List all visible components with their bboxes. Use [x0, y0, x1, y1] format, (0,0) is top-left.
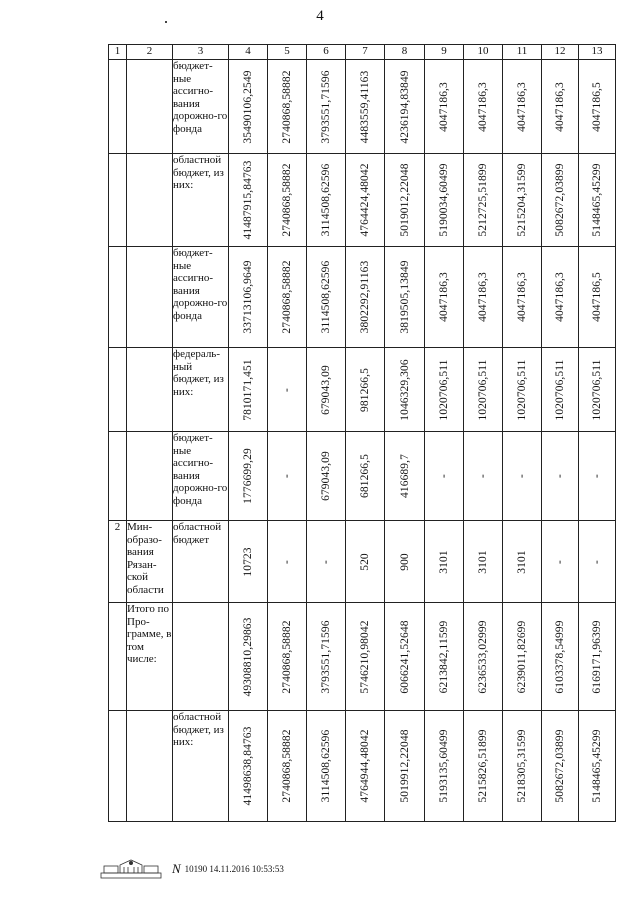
- value-cell: [542, 60, 579, 154]
- executor-cell: Мин-образо-вания Рязан-ской области: [127, 521, 173, 603]
- signature-mark: N: [172, 861, 181, 876]
- value-text: 3802292,91163: [358, 260, 371, 334]
- value-text: -: [319, 559, 332, 564]
- value-cell: [425, 603, 464, 711]
- row-number-cell: [109, 603, 127, 711]
- value-cell: [464, 154, 503, 247]
- value-text: -: [280, 387, 293, 392]
- value-cell: [464, 711, 503, 822]
- value-cell: [229, 247, 268, 348]
- value-text: 49308810,29863: [241, 616, 254, 697]
- value-cell: [464, 247, 503, 348]
- source-label-cell: областной бюджет: [173, 521, 229, 603]
- value-cell: [346, 247, 385, 348]
- value-cell: [268, 603, 307, 711]
- value-cell: [229, 154, 268, 247]
- value-cell: [579, 154, 616, 247]
- value-cell: [503, 348, 542, 432]
- value-cell: [268, 432, 307, 521]
- value-text: -: [280, 559, 293, 564]
- value-text: 5746210,98042: [358, 619, 371, 694]
- value-cell: [346, 432, 385, 521]
- column-header: 5: [268, 45, 307, 60]
- table-row: [109, 711, 616, 822]
- column-header: 2: [127, 45, 173, 60]
- value-text: 3101: [437, 549, 450, 574]
- value-text: 5019912,22048: [398, 729, 411, 803]
- executor-cell: [127, 348, 173, 432]
- value-cell: [425, 348, 464, 432]
- value-cell: [503, 60, 542, 154]
- value-text: 416689,7: [398, 454, 411, 498]
- value-text: 5212725,51899: [476, 163, 489, 237]
- value-text: 1020706,511: [590, 358, 603, 421]
- value-cell: [307, 348, 346, 432]
- value-cell: [542, 348, 579, 432]
- value-cell: [579, 711, 616, 822]
- value-cell: [464, 603, 503, 711]
- value-cell: [385, 154, 425, 247]
- value-text: 4047186,5: [590, 272, 603, 322]
- column-header: 8: [385, 45, 425, 60]
- value-cell: [268, 154, 307, 247]
- source-label-cell: бюджет-ные ассигно-вания дорожно-го фонда: [173, 247, 229, 348]
- document-stamp: 10190 14.11.2016 10:53:53: [184, 864, 284, 874]
- value-cell: [385, 348, 425, 432]
- value-cell: [229, 521, 268, 603]
- value-text: 900: [398, 552, 411, 571]
- value-cell: [268, 711, 307, 822]
- executor-cell: Итого по Про-грамме, в том числе:: [127, 603, 173, 711]
- value-text: 679043,09: [319, 451, 332, 501]
- value-cell: [268, 348, 307, 432]
- executor-cell: [127, 60, 173, 154]
- value-cell: [307, 521, 346, 603]
- value-cell: [464, 521, 503, 603]
- value-cell: [229, 711, 268, 822]
- value-text: 41498638,84763: [241, 726, 254, 806]
- value-text: 5019012,22048: [398, 163, 411, 237]
- value-cell: [229, 348, 268, 432]
- value-text: 5148465,45299: [590, 163, 603, 237]
- value-text: 4047186,5: [590, 81, 603, 132]
- value-text: 10723: [241, 546, 254, 577]
- value-cell: [579, 348, 616, 432]
- value-cell: [503, 154, 542, 247]
- value-text: 6066241,52648: [398, 619, 411, 694]
- table-row: [109, 247, 616, 348]
- value-text: 2740868,58882: [280, 69, 293, 144]
- value-text: 1020706,511: [553, 358, 566, 421]
- column-header: 12: [542, 45, 579, 60]
- scan-dot: [165, 21, 167, 23]
- value-text: 1020706,511: [476, 358, 489, 421]
- value-text: 2740868,58882: [280, 729, 293, 803]
- value-cell: [542, 603, 579, 711]
- value-text: 6169171,96399: [590, 619, 603, 694]
- value-cell: [268, 60, 307, 154]
- value-text: -: [515, 474, 528, 478]
- value-cell: [579, 521, 616, 603]
- value-text: -: [590, 559, 603, 564]
- value-cell: [579, 603, 616, 711]
- column-header: 10: [464, 45, 503, 60]
- value-text: 3101: [476, 549, 489, 574]
- value-cell: [425, 60, 464, 154]
- value-text: 3114508,62596: [319, 260, 332, 334]
- value-cell: [307, 711, 346, 822]
- table-row: [109, 521, 616, 603]
- value-cell: [425, 154, 464, 247]
- value-cell: [229, 432, 268, 521]
- column-header: 11: [503, 45, 542, 60]
- table-row: [109, 348, 616, 432]
- value-cell: [307, 432, 346, 521]
- value-text: -: [553, 559, 566, 564]
- value-text: 41487915,84763: [241, 160, 254, 240]
- value-cell: [346, 711, 385, 822]
- value-text: -: [590, 474, 603, 478]
- value-text: 2740868,58882: [280, 260, 293, 334]
- value-text: -: [476, 474, 489, 478]
- value-cell: [346, 60, 385, 154]
- value-text: 4047186,3: [476, 81, 489, 132]
- value-cell: [503, 432, 542, 521]
- value-cell: [542, 432, 579, 521]
- value-cell: [346, 603, 385, 711]
- value-text: 3101: [515, 549, 528, 574]
- row-number-cell: [109, 432, 127, 521]
- value-cell: [579, 432, 616, 521]
- value-text: 5148465,45299: [590, 729, 603, 803]
- document-footer: [100, 858, 284, 880]
- column-header: 6: [307, 45, 346, 60]
- value-cell: [542, 154, 579, 247]
- value-text: -: [280, 474, 293, 478]
- executor-cell: [127, 432, 173, 521]
- source-label-cell: федераль-ный бюджет, из них:: [173, 348, 229, 432]
- value-cell: [307, 247, 346, 348]
- value-text: 35490106,2549: [241, 69, 254, 144]
- value-text: 3793551,71596: [319, 69, 332, 144]
- value-text: 4047186,3: [515, 81, 528, 132]
- value-text: 4047186,3: [437, 81, 450, 132]
- value-cell: [346, 348, 385, 432]
- column-header: 1: [109, 45, 127, 60]
- row-number-cell: 2: [109, 521, 127, 603]
- executor-cell: [127, 247, 173, 348]
- value-cell: [229, 60, 268, 154]
- value-cell: [464, 60, 503, 154]
- value-cell: [542, 711, 579, 822]
- value-text: 7810171,451: [241, 358, 254, 421]
- value-text: 6213842,11599: [437, 620, 450, 693]
- row-number-cell: [109, 60, 127, 154]
- value-cell: [268, 247, 307, 348]
- row-number-cell: [109, 348, 127, 432]
- value-cell: [503, 711, 542, 822]
- source-label-cell: областной бюджет, из них:: [173, 711, 229, 822]
- building-logo-icon: [100, 858, 162, 880]
- value-text: 4047186,3: [553, 81, 566, 132]
- value-text: 3114508,62596: [319, 729, 332, 803]
- value-cell: [307, 603, 346, 711]
- table-row: [109, 154, 616, 247]
- value-cell: [425, 432, 464, 521]
- source-label-cell: [173, 603, 229, 711]
- value-cell: [385, 603, 425, 711]
- value-text: 3793551,71596: [319, 619, 332, 694]
- value-text: 1020706,511: [437, 358, 450, 421]
- value-text: 5190034,60499: [437, 163, 450, 237]
- value-text: 4047186,3: [476, 272, 489, 322]
- value-cell: [385, 432, 425, 521]
- value-cell: [464, 432, 503, 521]
- value-text: 679043,09: [319, 364, 332, 415]
- value-cell: [307, 154, 346, 247]
- value-text: 4047186,3: [515, 272, 528, 322]
- value-text: 5193135,60499: [437, 729, 450, 803]
- page-number: 4: [316, 8, 324, 24]
- column-header: 9: [425, 45, 464, 60]
- source-label-cell: областной бюджет, из них:: [173, 154, 229, 247]
- value-cell: [385, 60, 425, 154]
- value-text: 4047186,3: [437, 272, 450, 322]
- source-label-cell: бюджет-ные ассигно-вания дорожно-го фонда: [173, 60, 229, 154]
- column-header: 7: [346, 45, 385, 60]
- value-text: 3114508,62596: [319, 163, 332, 237]
- table-row: [109, 60, 616, 154]
- row-number-cell: [109, 154, 127, 247]
- value-text: 6103378,54999: [553, 619, 566, 694]
- value-cell: [307, 60, 346, 154]
- value-cell: [346, 521, 385, 603]
- value-text: 5218305,31599: [515, 729, 528, 803]
- value-cell: [579, 60, 616, 154]
- value-cell: [346, 154, 385, 247]
- value-text: 1046329,306: [398, 358, 411, 421]
- table-row: [109, 603, 616, 711]
- value-cell: [503, 247, 542, 348]
- value-text: 33713106,9649: [241, 260, 254, 334]
- value-text: 6239011,82699: [515, 620, 528, 693]
- value-cell: [425, 521, 464, 603]
- value-cell: [503, 521, 542, 603]
- budget-table: [108, 44, 616, 822]
- value-text: 1776699,29: [241, 448, 254, 504]
- value-text: 520: [358, 552, 371, 571]
- value-text: 6236533,02999: [476, 619, 489, 694]
- value-text: 5082672,03899: [553, 729, 566, 803]
- value-cell: [579, 247, 616, 348]
- column-header: 13: [579, 45, 616, 60]
- value-cell: [425, 711, 464, 822]
- value-cell: [503, 603, 542, 711]
- column-header: 4: [229, 45, 268, 60]
- column-header: 3: [173, 45, 229, 60]
- value-text: 3819505,13849: [398, 260, 411, 334]
- value-text: 4483559,41163: [358, 70, 371, 143]
- value-text: 5082672,03899: [553, 163, 566, 237]
- value-cell: [542, 247, 579, 348]
- value-cell: [268, 521, 307, 603]
- value-text: 1020706,511: [515, 358, 528, 421]
- value-text: 2740868,58882: [280, 619, 293, 694]
- value-text: -: [553, 474, 566, 478]
- value-cell: [542, 521, 579, 603]
- value-text: 4047186,3: [553, 272, 566, 322]
- value-cell: [385, 711, 425, 822]
- value-cell: [229, 603, 268, 711]
- header-row: [109, 45, 616, 60]
- value-text: 981266,5: [358, 367, 371, 412]
- value-text: 2740868,58882: [280, 163, 293, 237]
- row-number-cell: [109, 711, 127, 822]
- value-text: -: [437, 474, 450, 478]
- row-number-cell: [109, 247, 127, 348]
- value-cell: [385, 521, 425, 603]
- value-text: 5215204,31599: [515, 163, 528, 237]
- value-text: 681266,5: [358, 454, 371, 498]
- value-text: 4764424,48042: [358, 163, 371, 237]
- value-cell: [385, 247, 425, 348]
- value-cell: [464, 348, 503, 432]
- table-row: [109, 432, 616, 521]
- source-label-cell: бюджет-ные ассигно-вания дорожно-го фонда: [173, 432, 229, 521]
- value-text: 4236194,83849: [398, 69, 411, 144]
- executor-cell: [127, 154, 173, 247]
- value-text: 4764944,48042: [358, 729, 371, 803]
- value-text: 5215826,51899: [476, 729, 489, 803]
- value-cell: [425, 247, 464, 348]
- executor-cell: [127, 711, 173, 822]
